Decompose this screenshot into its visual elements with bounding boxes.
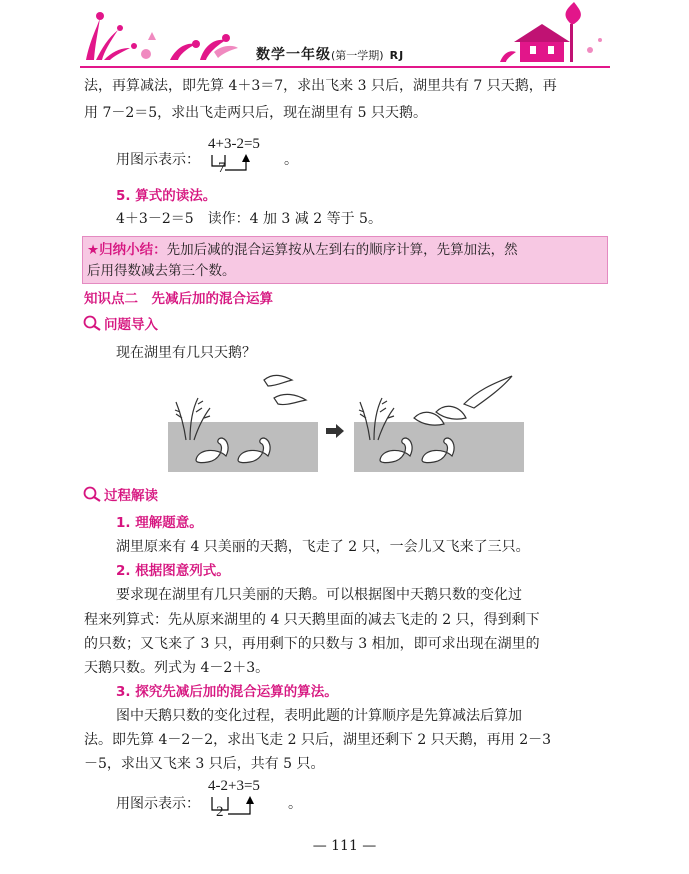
section-subtitle: 5. 算式的读法。 [116, 188, 217, 204]
step2-line: 的只数；又飞来了 3 只，再用剩下的只数与 3 相加，即可求出现在湖里的 [84, 636, 540, 652]
step3-title: 3. 探究先减后加的混合运算的算法。 [116, 684, 338, 700]
step1-title: 1. 理解题意。 [116, 515, 203, 531]
edition-label: RJ [389, 49, 405, 62]
diagram-expression: 4-2+3=5 [208, 778, 260, 794]
page-number: — 111 — [312, 838, 377, 854]
diagram-label: 用图示表示： [116, 796, 200, 812]
diagram-end: 。 [284, 152, 298, 168]
header-rule [80, 66, 610, 68]
diagram-intermediate: 2 [216, 804, 224, 820]
summary-box [82, 236, 608, 284]
step2-title: 2. 根据图意列式。 [116, 563, 230, 579]
intro-question: 现在湖里有几只天鹅？ [116, 345, 256, 361]
step3-line: 法。即先算 4－2－2，求出飞走 2 只后，湖里还剩下 2 只天鹅，再用 2－3 [84, 732, 552, 748]
intro-title: 问题导入 [104, 317, 158, 333]
book-title [256, 44, 404, 64]
diagram-label: 用图示表示： [116, 152, 200, 168]
step2-line: 程来列算式：先从原来湖里的 4 只天鹅里面的减去飞走的 2 只，得到剩下 [84, 612, 540, 628]
step2-line: 天鹅只数。列式为 4－2＋3。 [84, 660, 270, 676]
process-title: 过程解读 [104, 488, 158, 504]
swan-lake-picture [168, 368, 528, 476]
paragraph-line: 法，再算减法，即先算 4＋3＝7，求出飞来 3 只后，湖里共有 7 只天鹅，再 [84, 78, 557, 94]
intro-heading [82, 315, 158, 335]
calculation-diagram [208, 136, 278, 180]
knowledge-point-title: 知识点二 先减后加的混合运算 [84, 291, 273, 307]
diagram-intermediate: 7 [218, 160, 226, 176]
summary-text: 先加后减的混合运算按从左到右的顺序计算，先算加法，然 [166, 242, 518, 258]
summary-line-1 [87, 240, 518, 260]
magnifier-icon [82, 486, 102, 502]
reading-text: 4＋3－2＝5 读作：4 加 3 减 2 等于 5。 [116, 211, 382, 227]
book-title-main: 数学一年级 [256, 47, 331, 63]
diagram-end: 。 [288, 796, 302, 812]
paragraph-line: 用 7－2＝5，求出飞走两只后，现在湖里有 5 只天鹅。 [84, 105, 427, 121]
magnifier-icon [82, 315, 102, 331]
step3-line: 图中天鹅只数的变化过程，表明此题的计算顺序是先算减法后算加 [116, 708, 522, 724]
swan-lake-illustration [168, 368, 528, 476]
diagram-expression: 4+3-2=5 [208, 136, 260, 152]
process-heading [82, 486, 158, 506]
step3-line: －5，求出又飞来 3 只后，共有 5 只。 [84, 756, 325, 772]
step1-text: 湖里原来有 4 只美丽的天鹅，飞走了 2 只，一会儿又飞来了三只。 [116, 539, 530, 555]
page-header [0, 0, 689, 72]
summary-label: ★归纳小结： [87, 242, 167, 258]
summary-line-2: 后用得数减去第三个数。 [87, 263, 236, 279]
step2-line: 要求现在湖里有几只美丽的天鹅。可以根据图中天鹅只数的变化过 [116, 587, 522, 603]
calculation-diagram [208, 778, 284, 824]
semester-label: (第一学期) [331, 49, 384, 62]
